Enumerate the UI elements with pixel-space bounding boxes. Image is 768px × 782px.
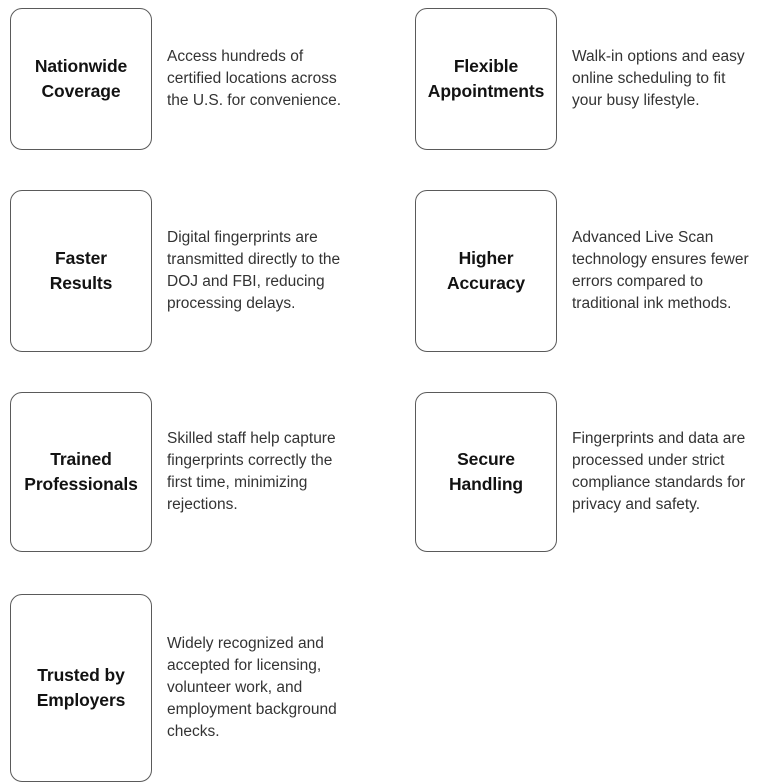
feature-card-wrapper xyxy=(10,190,152,352)
feature-description: Fingerprints and data are processed under strict compliance standards for privacy and safety. xyxy=(572,430,746,513)
feature-title xyxy=(35,54,127,104)
feature-title xyxy=(428,54,544,104)
feature-card[interactable] xyxy=(415,190,557,352)
feature-description-wrapper xyxy=(152,190,357,352)
feature-card-wrapper xyxy=(10,8,152,150)
feature-description: Access hundreds of certified locations across the U.S. for convenience. xyxy=(167,48,342,109)
feature-item xyxy=(0,8,400,190)
feature-description-wrapper xyxy=(557,392,757,552)
feature-title-line-2: Professionals xyxy=(24,474,138,494)
feature-row xyxy=(0,190,768,392)
feature-card[interactable] xyxy=(415,392,557,552)
feature-item xyxy=(400,392,768,594)
feature-card[interactable] xyxy=(415,8,557,150)
feature-card-wrapper xyxy=(415,8,557,150)
feature-item xyxy=(0,190,400,392)
feature-description-wrapper xyxy=(152,594,357,782)
feature-title-line-1: Flexible xyxy=(453,56,519,76)
feature-card[interactable] xyxy=(10,190,152,352)
feature-title-line-2: Accuracy xyxy=(446,273,525,293)
feature-row xyxy=(0,392,768,594)
feature-title-line-1: Nationwide xyxy=(34,56,128,76)
feature-description: Skilled staff help capture fingerprints correctly the first time, minimizing rejections. xyxy=(167,430,336,513)
feature-description: Widely recognized and accepted for licensing, volunteer work, and employment background checks. xyxy=(167,635,337,740)
feature-item xyxy=(400,190,768,392)
feature-title-line-1: Higher xyxy=(458,248,514,268)
feature-card[interactable] xyxy=(10,392,152,552)
feature-row xyxy=(0,0,768,190)
feature-title-line-1: Faster xyxy=(55,248,107,268)
feature-description: Digital fingerprints are transmitted directly to the DOJ and FBI, reducing processing delays. xyxy=(167,229,341,312)
feature-title-line-2: Results xyxy=(49,273,113,293)
feature-title xyxy=(24,447,137,497)
feature-title-line-2: Coverage xyxy=(41,81,121,101)
feature-item-empty xyxy=(400,594,768,782)
feature-description-wrapper xyxy=(152,392,357,552)
feature-item xyxy=(400,8,768,190)
feature-card-wrapper xyxy=(10,594,152,782)
feature-item xyxy=(0,594,400,782)
feature-card-wrapper xyxy=(415,190,557,352)
feature-title-line-2: Handling xyxy=(448,474,524,494)
feature-title-line-1: Trusted by xyxy=(37,665,125,685)
feature-description-wrapper xyxy=(557,190,757,352)
feature-description: Walk-in options and easy online scheduling to fit your busy lifestyle. xyxy=(572,48,745,109)
feature-item xyxy=(0,392,400,594)
feature-title xyxy=(449,447,523,497)
feature-card[interactable] xyxy=(10,594,152,782)
feature-title xyxy=(37,663,126,713)
feature-description-wrapper xyxy=(557,8,757,150)
feature-title xyxy=(50,246,113,296)
feature-title-line-1: Secure xyxy=(457,449,515,469)
feature-row xyxy=(0,594,768,782)
feature-title xyxy=(447,246,525,296)
feature-title-line-2: Employers xyxy=(36,690,126,710)
feature-card-wrapper xyxy=(10,392,152,552)
feature-card[interactable] xyxy=(10,8,152,150)
feature-title-line-1: Trained xyxy=(50,449,112,469)
feature-card-wrapper xyxy=(415,392,557,552)
feature-title-line-2: Appointments xyxy=(427,81,545,101)
feature-description: Advanced Live Scan technology ensures fewer errors compared to traditional ink methods. xyxy=(572,229,749,312)
feature-description-wrapper xyxy=(152,8,357,150)
